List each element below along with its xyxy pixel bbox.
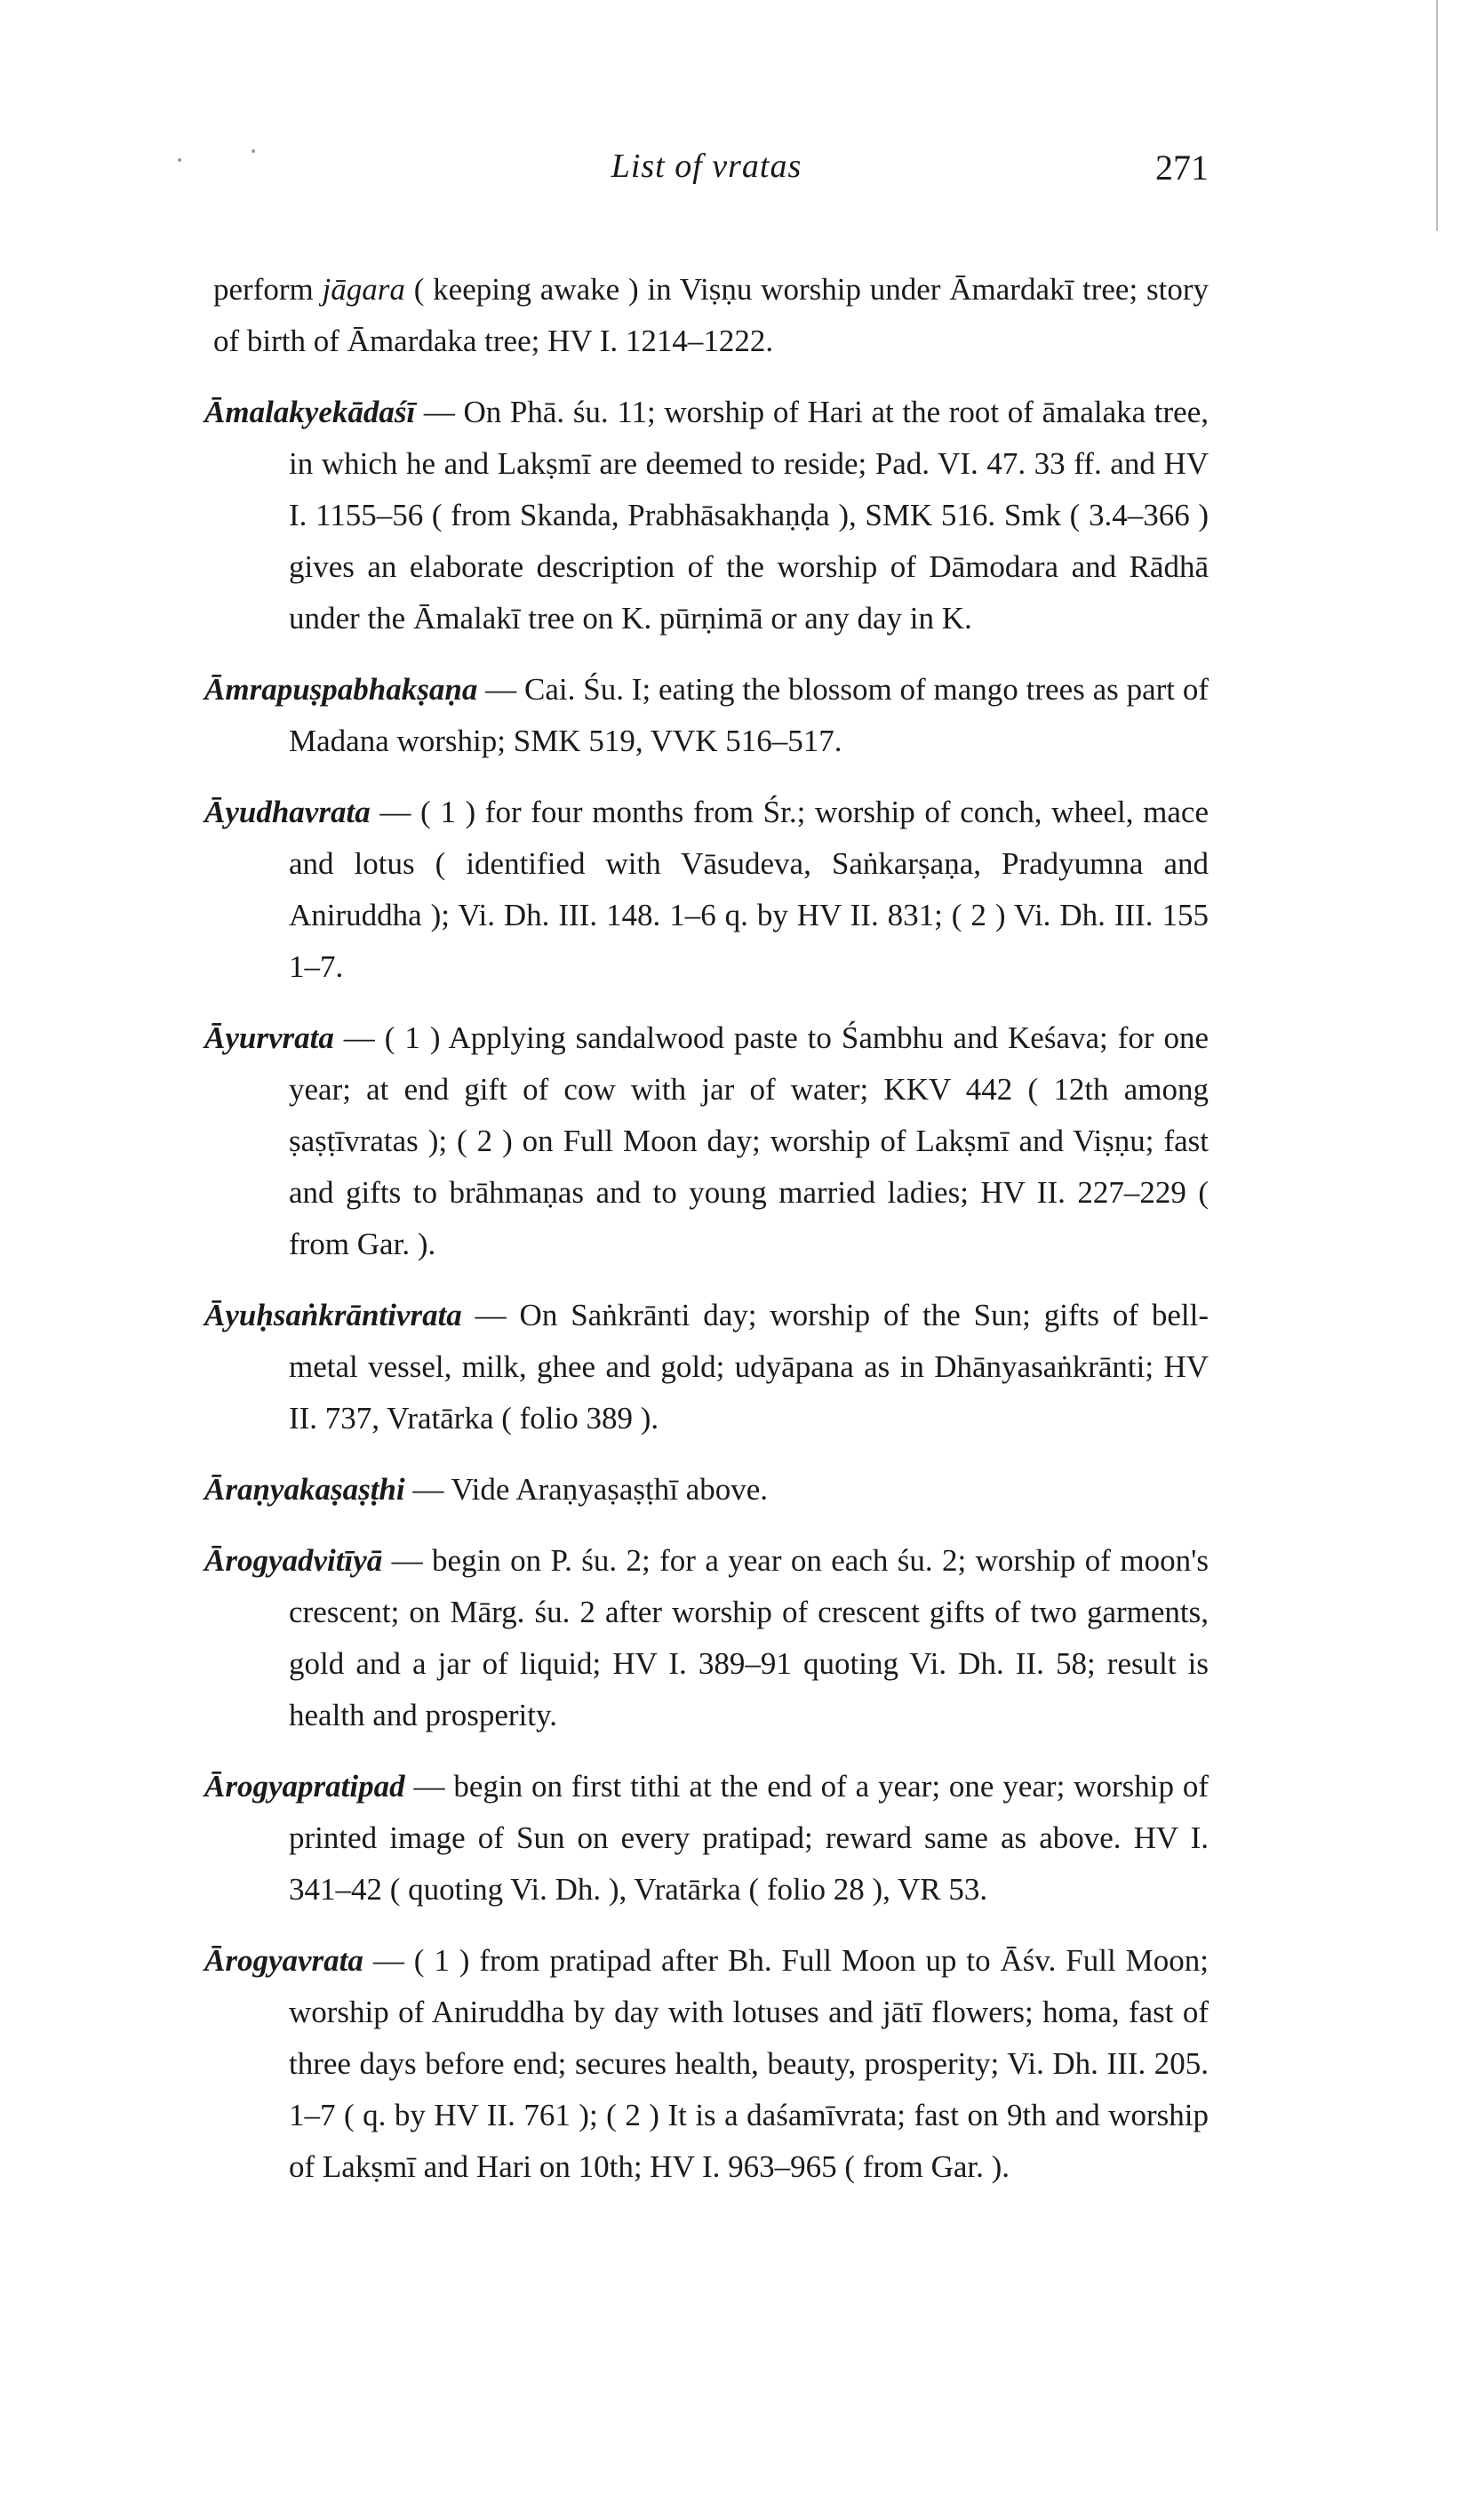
entry-headword: Ārogyapratipad [204, 1769, 405, 1804]
entry-amalakyekadasi [204, 387, 1209, 644]
page-number: 271 [1155, 148, 1209, 188]
entry-arogyavrata [204, 1935, 1209, 2193]
entry-text: — Vide Araṇyaṣaṣṭhī above. [404, 1472, 769, 1507]
entry-text: — On Saṅkrānti day; worship of the Sun; gifts of bell-metal vessel, milk, ghee and gold; udyāpana as in Dhānyasaṅkrānti; HV II. 737, Vratārka ( folio 389 ). [289, 1298, 1209, 1436]
entry-text: — ( 1 ) Applying sandalwood paste to Śambhu and Keśava; for one year; at end gift of cow with jar of water; KKV 442 ( 12th among ṣaṣṭīvratas ); ( 2 ) on Full Moon day; worship of Lakṣmī and Viṣṇu; fast and gifts to brāhmaṇas and to young married ladies; HV II. 227–229 ( from Gar. ). [289, 1020, 1209, 1261]
entry-headword: Ārogyadvitīyā [204, 1543, 383, 1578]
scan-speck [178, 158, 181, 162]
entry-ayurvrata [204, 1012, 1209, 1270]
entry-text: — On Phā. śu. 11; worship of Hari at the root of āmalaka tree, in which he and Lakṣmī are deemed to reside; Pad. VI. 47. 33 ff. and HV I. 1155–56 ( from Skanda, Prabhāsakhaṇḍa ), SMK 516. Smk ( 3.4–366 ) gives an elaborate description of the worship of Dāmodara and Rādhā under the Āmalakī tree on K. pūrṇimā or any day in K. [289, 395, 1209, 636]
entry-aranyakasasthi [204, 1464, 1209, 1516]
entry-headword: Ārogyavrata [204, 1943, 363, 1978]
entry-headword: Āyuḥsaṅkrāntivrata [204, 1298, 462, 1332]
continuation-text: ( keeping awake ) in Viṣṇu worship under Āmardakī tree; story of birth of Āmardaka tree; HV I. 1214–1222. [213, 272, 1209, 358]
entry-headword: Āmalakyekādaśī [204, 395, 416, 429]
running-title: List of vratas [611, 148, 802, 185]
continuation-text: perform [213, 272, 323, 307]
entry-ayuhsankrantivrata [204, 1290, 1209, 1444]
entry-headword: Āraṇyakaṣaṣṭhi [204, 1472, 405, 1507]
page-header [204, 147, 1209, 200]
entry-arogyadvitiya [204, 1535, 1209, 1741]
continuation-paragraph [204, 264, 1209, 367]
entry-text: — begin on P. śu. 2; for a year on each śu. 2; worship of moon's crescent; on Mārg. śu. 2 after worship of crescent gifts of two garments, gold and a jar of liquid; HV I. 389–91 quoting Vi. Dh. II. 58; result is health and prosperity. [289, 1543, 1209, 1732]
entry-amrapuspabhaksana [204, 664, 1209, 767]
entry-text: — ( 1 ) for four months from Śr.; worship of conch, wheel, mace and lotus ( identified with Vāsudeva, Saṅkarṣaṇa, Pradyumna and Aniruddha ); Vi. Dh. III. 148. 1–6 q. by HV II. 831; ( 2 ) Vi. Dh. III. 155 1–7. [289, 795, 1209, 984]
entry-text: — begin on first tithi at the end of a year; one year; worship of printed image of Sun on every pratipad; reward same as above. HV I. 341–42 ( quoting Vi. Dh. ), Vratārka ( folio 28 ), VR 53. [289, 1769, 1209, 1907]
entry-arogyapratipad [204, 1761, 1209, 1916]
entry-ayudhavrata [204, 787, 1209, 993]
entry-text: — Cai. Śu. I; eating the blossom of mango trees as part of Madana worship; SMK 519, VVK 516–517. [289, 672, 1209, 758]
entry-headword: Āmrapuṣpabhakṣaṇa [204, 672, 478, 707]
entry-headword: Āyudhavrata [204, 795, 371, 829]
entry-text: — ( 1 ) from pratipad after Bh. Full Moon up to Āśv. Full Moon; worship of Aniruddha by day with lotuses and jātī flowers; homa, fast of three days before end; secures health, beauty, prosperity; Vi. Dh. III. 205. 1–7 ( q. by HV II. 761 ); ( 2 ) It is a daśamīvrata; fast on 9th and worship of Lakṣmī and Hari on 10th; HV I. 963–965 ( from Gar. ). [289, 1943, 1209, 2184]
page-edge-rule [1436, 0, 1438, 231]
entry-headword: Āyurvrata [204, 1020, 334, 1055]
continuation-term: jāgara [322, 272, 405, 307]
page-content [204, 233, 1209, 2212]
